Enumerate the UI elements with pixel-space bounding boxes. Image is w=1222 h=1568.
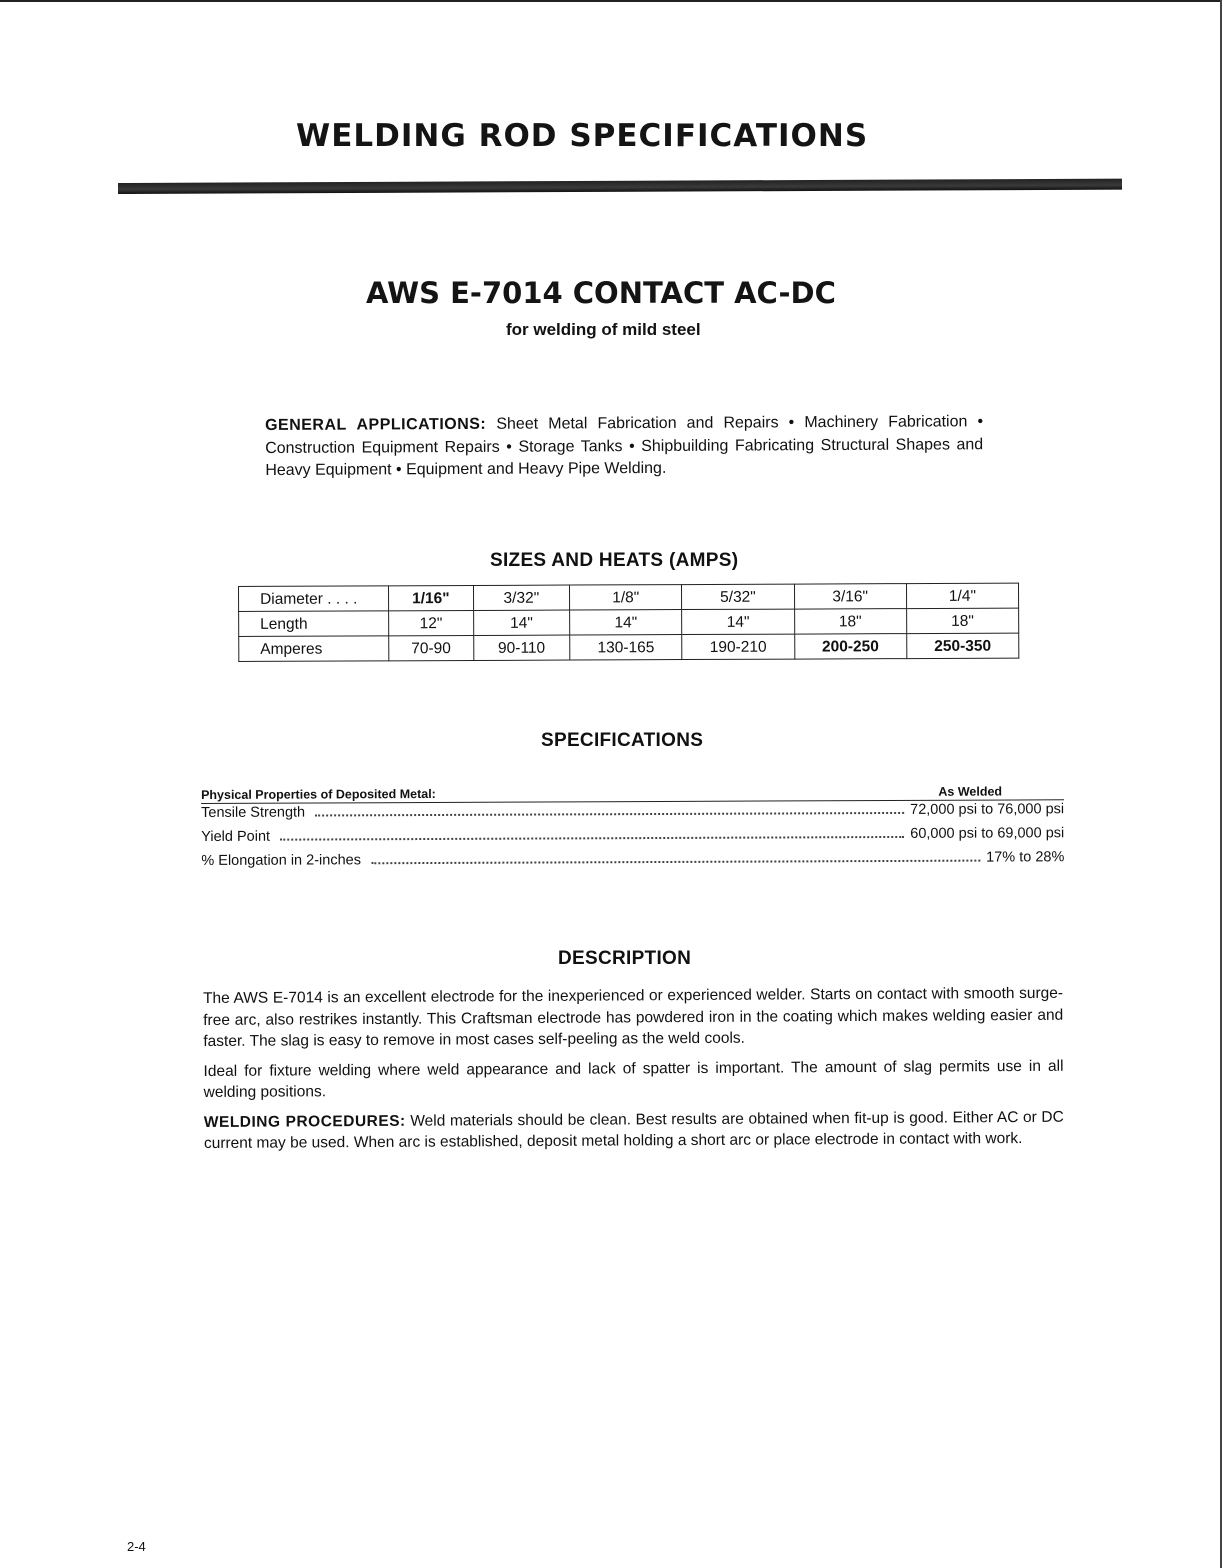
dot-leader <box>371 859 980 865</box>
table-cell: 14" <box>570 610 682 635</box>
properties-header <box>201 780 1064 804</box>
properties-header-left: Physical Properties of Deposited Metal: <box>201 786 436 802</box>
table-cell: 1/4" <box>906 583 1018 608</box>
specifications-heading: SPECIFICATIONS <box>541 730 704 751</box>
property-row <box>201 801 1064 828</box>
table-cell: 3/16" <box>794 584 906 609</box>
page-heading: WELDING ROD SPECIFICATIONS <box>296 118 869 154</box>
table-cell: 90-110 <box>473 635 570 660</box>
description-heading: DESCRIPTION <box>558 948 692 969</box>
property-row <box>201 825 1064 852</box>
procedures-text: Weld materials should be clean. Best results are obtained when fit-up is good. Either AC or DC current may be used. When arc is established, deposit metal holding a short arc or place electrode in contact with work. <box>203 1108 1064 1152</box>
table-cell: 5/32" <box>682 584 794 609</box>
table-cell: 14" <box>682 609 794 634</box>
physical-properties <box>201 780 1064 876</box>
dot-leader <box>315 811 904 817</box>
sizes-table <box>238 583 1019 662</box>
property-label: Tensile Strength <box>201 804 306 821</box>
welding-procedures <box>204 1106 1064 1154</box>
page-number: 2-4 <box>127 1539 146 1554</box>
procedures-lead: WELDING PROCEDURES: <box>203 1112 406 1131</box>
table-row-diameter <box>239 583 1019 611</box>
description-paragraph-1: The AWS E-7014 is an excellent electrode for the inexperienced or experienced welder. Starts on contact with smooth surge-free arc, also restrikes instantly. This Craftsman electrode has powdered iron in the coating which makes welding easier and faster. The slag is easy to remove in most cases self-peeling as the weld cools. <box>203 984 1064 1050</box>
row-label: Amperes <box>239 636 389 662</box>
table-cell: 250-350 <box>906 633 1018 658</box>
product-subtitle: for welding of mild steel <box>506 320 701 339</box>
table-cell: 70-90 <box>389 635 474 660</box>
table-row-length <box>239 608 1019 636</box>
applications-lead: GENERAL APPLICATIONS: <box>265 415 487 434</box>
table-cell: 1/16" <box>389 585 474 610</box>
table-cell: 190-210 <box>682 634 794 659</box>
sizes-heading: SIZES AND HEATS (AMPS) <box>490 550 739 571</box>
property-row <box>201 849 1064 876</box>
table-row-amperes <box>239 633 1019 661</box>
table-cell: 130-165 <box>570 635 682 660</box>
table-cell: 18" <box>906 608 1018 633</box>
row-label: Length <box>239 611 389 637</box>
applications-text: Sheet Metal Fabrication and Repairs • Machinery Fabrication • Construction Equipment Repairs • Storage Tanks • Shipbuilding Fabricating Structural Shapes and Heavy Equipment • Equipment and Heavy Pipe Welding. <box>265 413 984 479</box>
table-cell: 3/32" <box>473 585 570 610</box>
row-label: Diameter . . . . <box>239 586 389 612</box>
property-value: 72,000 psi to 76,000 psi <box>910 801 1065 818</box>
table-cell: 12" <box>389 610 474 635</box>
general-applications <box>265 411 983 482</box>
table-cell: 14" <box>473 610 570 635</box>
description-paragraph-2: Ideal for fixture welding where weld appearance and lack of spatter is important. The amount of slag permits use in all welding positions. <box>203 1057 1064 1101</box>
product-title: AWS E-7014 CONTACT AC-DC <box>366 276 836 310</box>
table-cell: 18" <box>794 609 906 634</box>
properties-header-right: As Welded <box>938 784 1003 799</box>
description-body <box>203 983 1064 1163</box>
property-label: % Elongation in 2-inches <box>201 852 361 869</box>
scan-top-edge <box>0 0 1222 2</box>
property-label: Yield Point <box>201 828 271 845</box>
heading-rule <box>118 179 1122 194</box>
property-value: 17% to 28% <box>986 849 1065 866</box>
table-cell: 1/8" <box>570 585 682 610</box>
dot-leader <box>280 835 904 841</box>
property-value: 60,000 psi to 69,000 psi <box>910 825 1065 842</box>
table-cell: 200-250 <box>794 634 906 659</box>
